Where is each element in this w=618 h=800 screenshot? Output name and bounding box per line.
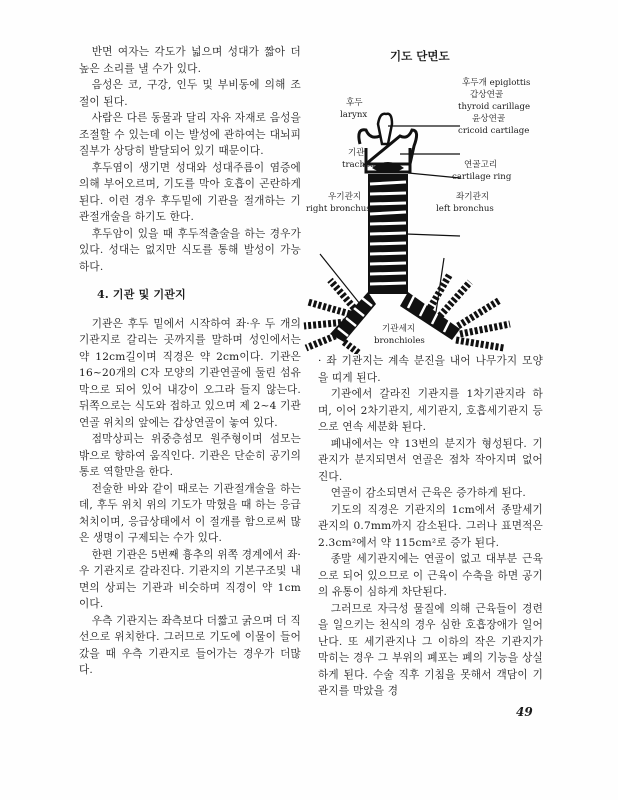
paragraph: 종말 세기관지에는 연골이 없고 대부분 근육으로 되어 있으므로 이 근육이 수축을 하면 공기의 유통이 심하게 차단된다. xyxy=(318,553,543,598)
paragraph: 반면 여자는 각도가 넓으며 성대가 짧아 더 높은 소리를 낼 수가 있다. xyxy=(79,46,301,75)
paragraph: · 좌 기관지는 계속 분진을 내어 나무가지 모양을 띠게 된다. xyxy=(318,355,543,384)
label-left-bronchus-en: left bronchus xyxy=(436,204,494,214)
paragraph: 그러므로 자극성 물질에 의해 근육들이 경련을 일으키는 천식의 경우 심한 호흡장애가 일어난다. 또 세기관지나 그 이하의 작은 기관지가 막히는 경우 그 부위의 폐포는 폐의 기능을 상실하게 된다. 수술 직후 기침을 못해서 객담이 기관지를 막았을 경 xyxy=(318,602,543,697)
figure-title: 기도 단면도 xyxy=(390,49,450,63)
paragraph: 기관은 후두 밑에서 시작하여 좌·우 두 개의 기관지로 갈리는 곳까지를 말하며 성인에서는 약 12cm길이며 직경은 약 2cm이다. 기관은 16~20개의 C자 모양의 기관연골에 둘린 섬유막으로 되어 있어 내강이 오그라 들지 않는다. 뒤쪽으로는 식도와 접하고 있으며 제 2~4 기관연골 위치의 앞에는 갑상연골이 놓여 있다. xyxy=(79,317,301,429)
label-thyroid-en: thyroid carillage xyxy=(458,102,531,112)
label-epiglottis: 후두개 epiglottis xyxy=(462,78,531,88)
label-trachea-en: trachea xyxy=(342,160,376,170)
label-cartilage-ring-en: cartilage ring xyxy=(452,172,512,182)
airway-diagram-figure xyxy=(300,44,570,354)
paragraph: 음성은 코, 구강, 인두 및 부비동에 의해 조절이 된다. xyxy=(79,79,301,108)
paragraph: 사람은 다른 동물과 달리 자유 자재로 음성을 조절할 수 있는데 이는 발성에 관하여는 대뇌피질부가 상당히 발달되어 있기 때문이다. xyxy=(79,112,301,157)
label-bronchioles-en: bronchioles xyxy=(374,336,425,346)
paragraph: 우측 기관지는 좌측보다 더짧고 굵으며 더 직선으로 위치한다. 그러므로 기도에 이물이 들어 갔을 때 우측 기관지로 들어가는 경우가 더많다. xyxy=(79,614,301,676)
paragraph: 기관에서 갈라진 기관지를 1차기관지라 하며, 이어 2차기관지, 세기관지, 호흡세기관지 등으로 연속 세분화 된다. xyxy=(318,388,543,433)
section-heading: 4. 기관 및 기관지 xyxy=(97,288,186,301)
label-cricoid-ko: 윤상연골 xyxy=(472,114,506,124)
paragraph: 전술한 바와 같이 때로는 기관절개술을 하는데, 후두 위치 위의 기도가 막혔을 때 하는 응급처치이며, 응급상태에서 이 절개를 함으로써 많은 생명이 구제되는 수가 있다. xyxy=(79,482,301,544)
label-bronchioles-ko: 기관세지 xyxy=(382,324,416,334)
label-larynx-ko: 후두 xyxy=(346,98,363,108)
paragraph: 폐내에서는 약 13번의 분지가 형성된다. 기관지가 분지되면서 연골은 점차 작아지며 없어진다. xyxy=(318,437,543,483)
label-larynx-en: larynx xyxy=(340,110,368,120)
label-left-bronchus-ko: 좌기관지 xyxy=(456,192,490,202)
label-right-bronchus-en: right bronchus xyxy=(306,204,371,214)
label-right-bronchus-ko: 우기관지 xyxy=(328,192,362,202)
paragraph: 한편 기관은 5번째 흉추의 위쪽 경계에서 좌·우 기관지로 갈라진다. 기관지의 기본구조및 내면의 상피는 기관과 비슷하며 직경이 약 1cm이다. xyxy=(79,548,301,610)
label-cricoid-en: cricoid cartilage xyxy=(458,126,530,136)
page-number: 49 xyxy=(516,705,533,719)
right-column xyxy=(318,353,543,700)
paragraph: 점막상피는 위중층섬모 원주형이며 섬모는 밖으로 향하여 움직인다. 기관은 단순히 공기의 통로 역할만을 한다. xyxy=(79,433,301,478)
label-thyroid-ko: 갑상연골 xyxy=(470,90,504,100)
paragraph: 기도의 직경은 기관지의 1cm에서 종말세기관지의 0.7mm까지 감소된다. 그러나 표면적은 2.3cm²에서 약 115cm²로 증가 된다. xyxy=(318,503,543,549)
paragraph: 연골이 감소되면서 근육은 증가하게 된다. xyxy=(330,487,526,499)
label-cartilage-ring-ko: 연골고리 xyxy=(464,160,498,170)
paragraph: 후두염이 생기면 성대와 성대주름이 염증에 의해 부어오르며, 기도를 막아 호흡이 곤란하게 된다. 이런 경우 후두밑에 기관을 절개하는 기관절개술을 하기도 한다. xyxy=(79,161,301,223)
left-column xyxy=(79,44,301,679)
label-trachea-ko: 기관 xyxy=(348,148,365,158)
paragraph: 후두암이 있을 때 후두적출술을 하는 경우가 있다. 성대는 없지만 식도를 통해 발성이 가능하다. xyxy=(79,227,301,273)
